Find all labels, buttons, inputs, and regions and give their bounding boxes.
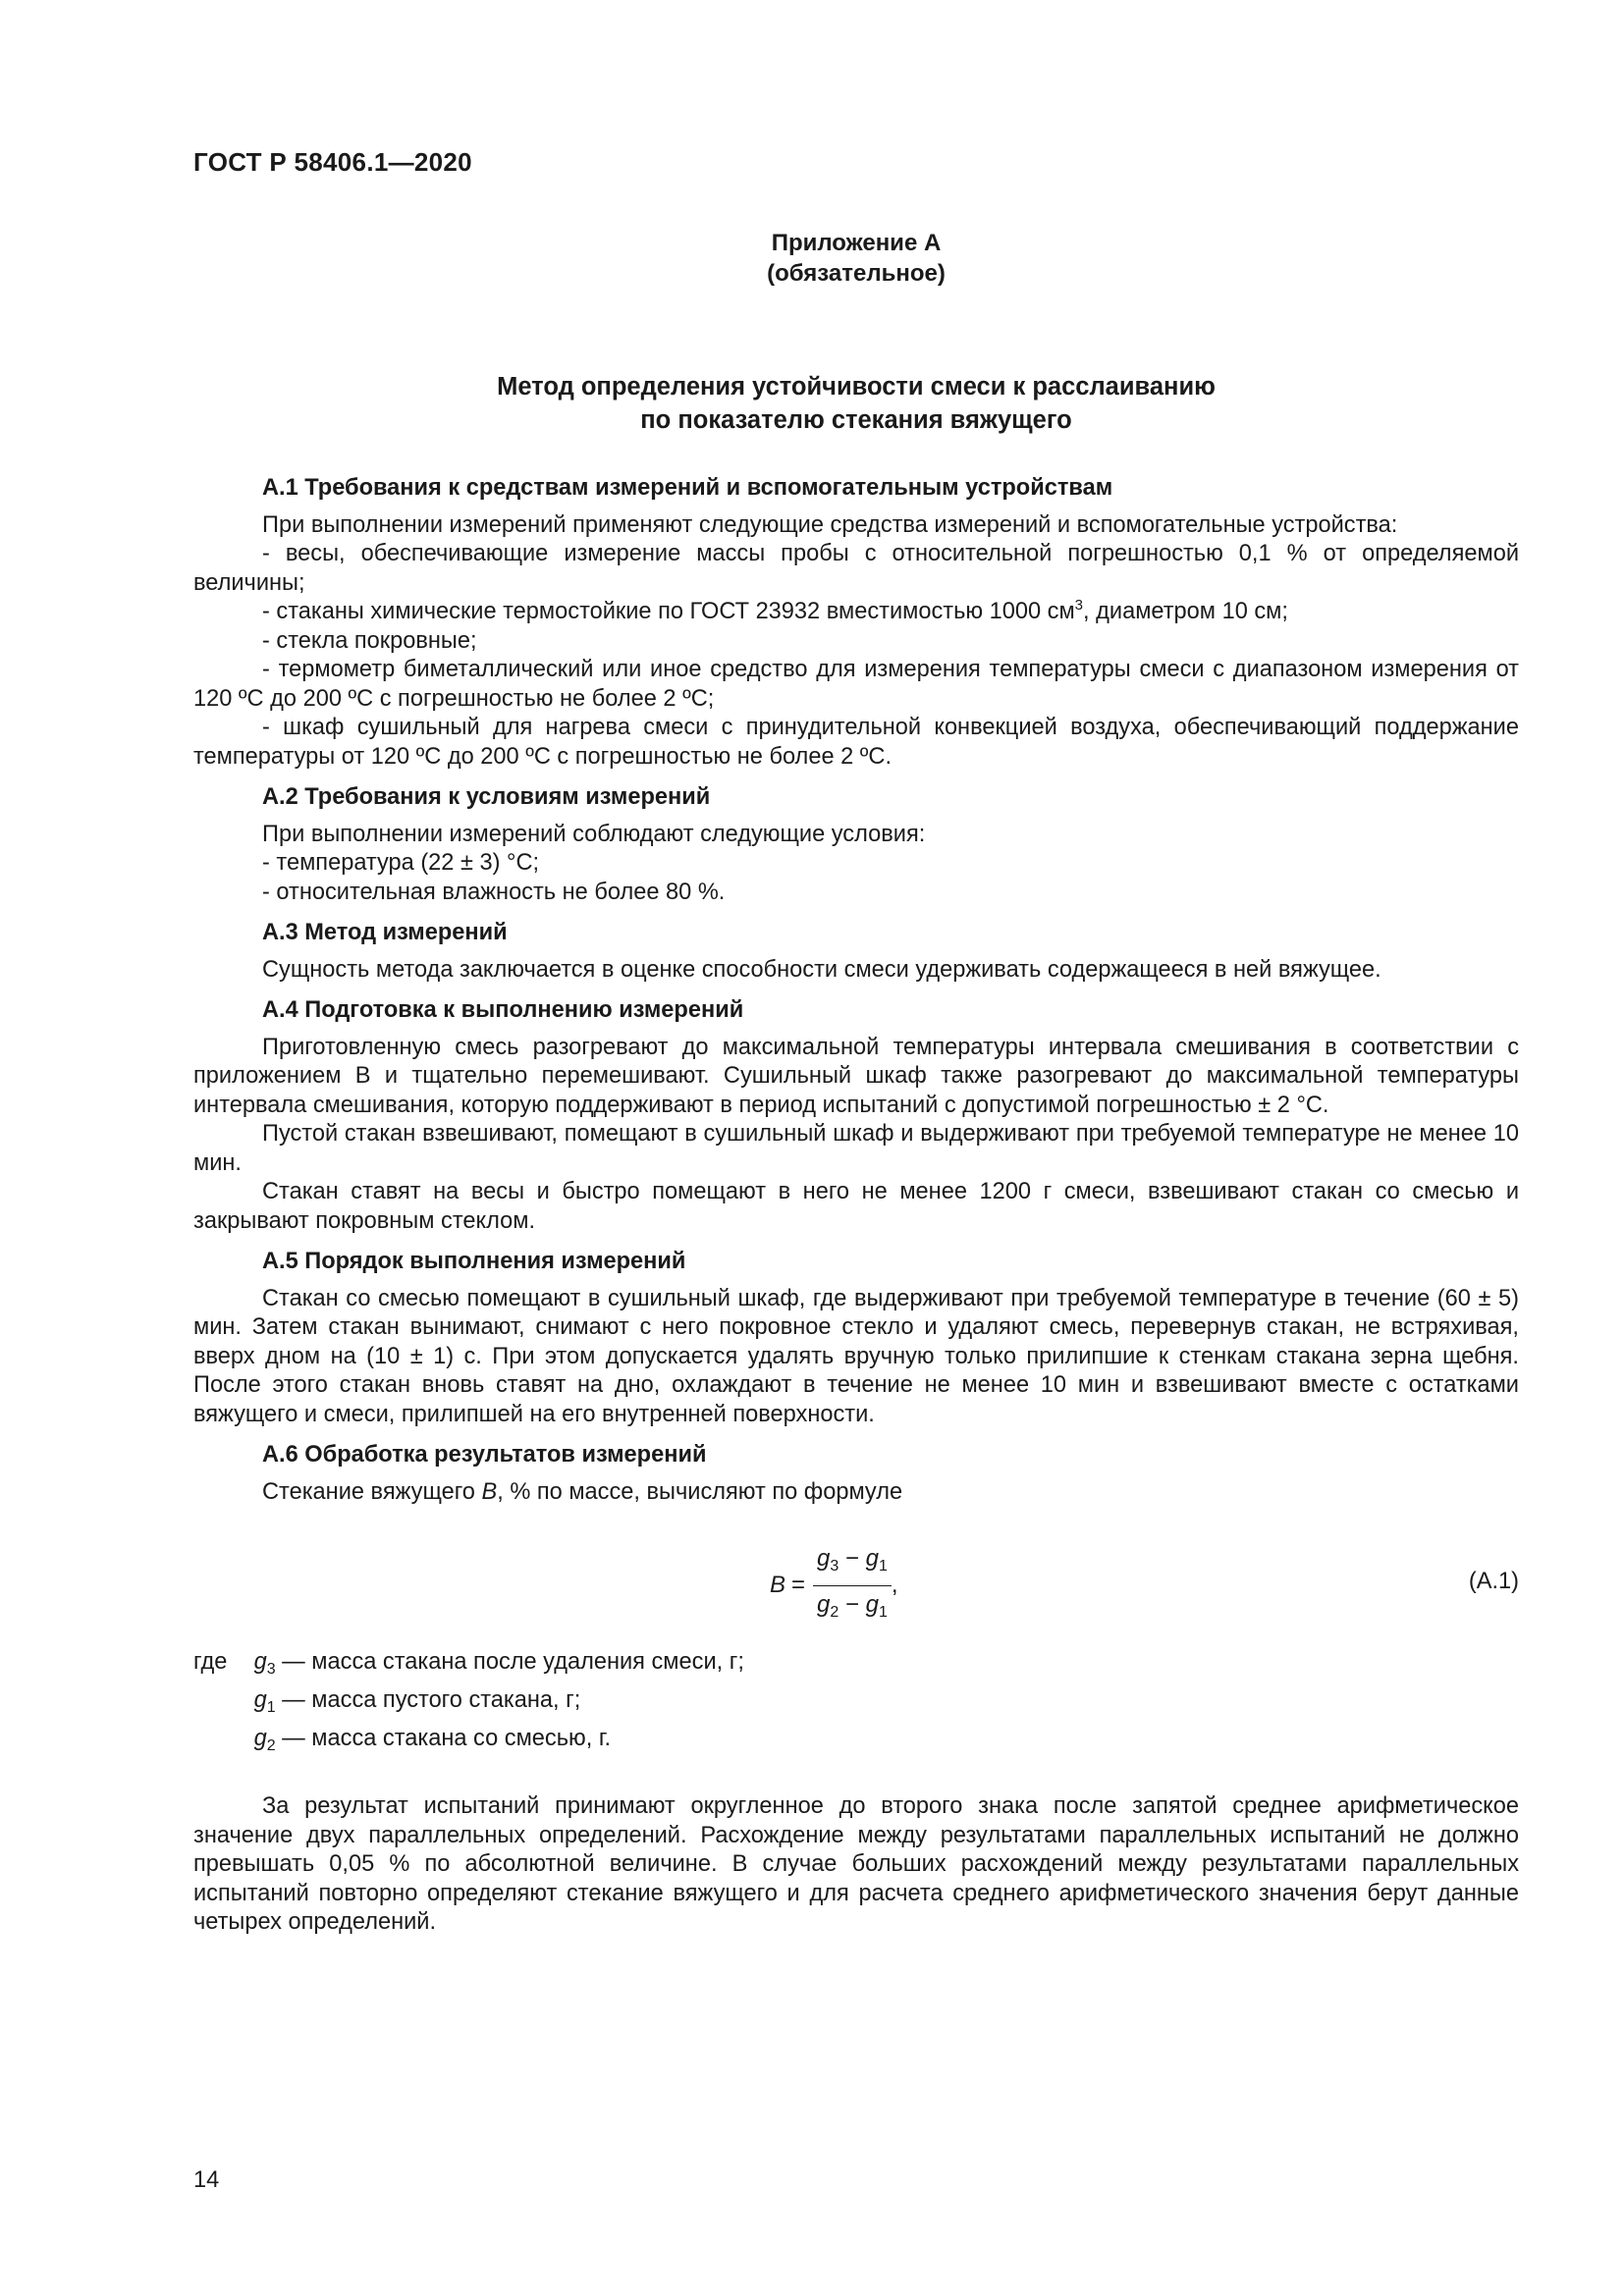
section-a2-heading: А.2 Требования к условиям измерений [262, 784, 711, 810]
section-a4-paragraph: Приготовленную смесь разогревают до максимальной температуры интервала смешивания в соответствии с приложением В и тщательно перемешивают. Сушильный шкаф также разогревают до максимальной температуры интервала смешивания, которую поддерживают в период испытаний с допустимой погрешностью ± 2 °С. [193, 1034, 1519, 1118]
formula-fraction [813, 1544, 892, 1627]
section-a4-paragraph: Стакан ставят на весы и быстро помещают в него не менее 1200 г смеси, взвешивают стакан со смесью и закрывают покровным стеклом. [193, 1179, 1519, 1234]
formula-number: (А.1) [1468, 1569, 1519, 1594]
section-a1-item: - весы, обеспечивающие измерение массы пробы с относительной погрешностью 0,1 % от определяемой величины; [193, 541, 1519, 596]
section-a6-intro [193, 1478, 1519, 1508]
section-a1-item: - шкаф сушильный для нагрева смеси с принудительной конвекцией воздуха, обеспечивающий поддержание температуры от 120 ºС до 200 ºС с погрешностью не более 2 ºС. [193, 715, 1519, 770]
section-a6-heading: А.6 Обработка результатов измерений [262, 1442, 707, 1468]
where-desc: — масса стакана после удаления смеси, г; [282, 1649, 744, 1675]
var-g: g [253, 1726, 267, 1751]
section-a3-text: Сущность метода заключается в оценке способности смеси удерживать содержащееся в ней вяжущее. [262, 956, 1381, 983]
formula-comma: , [891, 1572, 898, 1599]
document-id: ГОСТ Р 58406.1—2020 [193, 147, 472, 177]
section-a4-heading: А.4 Подготовка к выполнению измерений [262, 997, 744, 1023]
section-a3-heading: А.3 Метод измерений [262, 920, 508, 945]
method-title-line1: Метод определения устойчивости смеси к расслаиванию [497, 373, 1216, 400]
where-desc: — масса стакана со смесью, г. [282, 1726, 612, 1751]
superscript: 3 [1074, 597, 1084, 614]
item-text: , диаметром 10 см; [1083, 599, 1288, 624]
section-a2-intro: При выполнении измерений соблюдают следующие условия: [262, 821, 926, 847]
section-a1-heading: А.1 Требования к средствам измерений и вспомогательным устройствам [262, 475, 1113, 501]
formula-equals: = [791, 1572, 806, 1599]
var-g: g [865, 1590, 880, 1618]
where-word: где [193, 1649, 228, 1675]
where-item [193, 1686, 1519, 1725]
where-block [193, 1648, 1519, 1763]
formula-a1 [193, 1544, 1519, 1629]
method-title-line2: по показателю стекания вяжущего [640, 406, 1072, 434]
var-g: g [253, 1649, 267, 1675]
section-a5-heading: А.5 Порядок выполнения измерений [262, 1249, 686, 1274]
page-body [193, 228, 1519, 1938]
subscript: 2 [830, 1603, 839, 1621]
item-text: - стаканы химические термостойкие по ГОСТ 23932 вместимостью 1000 см [262, 599, 1075, 624]
formula-numerator [813, 1544, 892, 1586]
subscript: 1 [879, 1603, 888, 1621]
where-desc: — масса пустого стакана, г; [282, 1687, 581, 1713]
section-a1-intro: При выполнении измерений применяют следующие средства измерений и вспомогательные устройства: [262, 511, 1398, 538]
var-g: g [817, 1545, 831, 1572]
section-a5-paragraph: Стакан со смесью помещают в сушильный шкаф, где выдерживают при требуемой температуре в течение (60 ± 5) мин. Затем стакан вынимают, снимают с него покровное стекло и удаляют смесь, перевернув стакан, не встряхивая, вверх дном на (10 ± 1) с. При этом допускается удалять вручную только прилипшие к стенкам стакана зерна щебня. После этого стакан вновь ставят на дно, охлаждают в течение не менее 10 мин и взвешивают вместе с остатками вяжущего и смеси, прилипшей на его внутренней поверхности. [193, 1285, 1519, 1427]
section-a1-item: - стекла покровные; [262, 627, 477, 654]
var-g: g [865, 1545, 880, 1572]
annex-heading [193, 228, 1519, 289]
section-a1-item [193, 598, 1519, 627]
subscript: 1 [266, 1699, 276, 1716]
subscript: 1 [879, 1558, 888, 1575]
subscript: 2 [266, 1737, 276, 1754]
section-a6-final: За результат испытаний принимают округленное до второго знака после запятой среднее арифметическое значение двух параллельных определений. Расхождение между результатами параллельных испытаний не должно превышать 0,05 % по абсолютной величине. В случае больших расхождений между результатами параллельных испытаний повторно определяют стекание вяжущего и для расчета среднего арифметического значения берут данные четырех определений. [193, 1793, 1519, 1935]
minus-sign: − [844, 1545, 859, 1572]
subscript: 3 [830, 1558, 839, 1575]
formula-expression [770, 1544, 898, 1627]
where-item [193, 1648, 1519, 1686]
section-a2-item: - температура (22 ± 3) °С; [262, 850, 540, 876]
section-a4-paragraph: Пустой стакан взвешивают, помещают в сушильный шкаф и выдерживают при требуемой температуре не менее 10 мин. [193, 1121, 1519, 1176]
intro-text: Стекание вяжущего [262, 1478, 482, 1505]
var-g: g [817, 1590, 831, 1618]
method-title [193, 370, 1519, 437]
page-number: 14 [193, 2167, 220, 2193]
section-a2-item: - относительная влажность не более 80 %. [262, 879, 726, 905]
formula-denominator [813, 1586, 892, 1628]
variable-b: B [481, 1478, 498, 1505]
annex-title: Приложение А [771, 230, 942, 256]
annex-status: (обязательное) [767, 260, 946, 287]
var-g: g [253, 1687, 267, 1713]
section-a1-item: - термометр биметаллический или иное средство для измерения температуры смеси с диапазоном измерения от 120 ºС до 200 ºС с погрешностью не более 2 ºС; [193, 657, 1519, 712]
intro-text: , % по массе, вычисляют по формуле [497, 1478, 903, 1505]
subscript: 3 [266, 1661, 276, 1678]
minus-sign: − [844, 1590, 859, 1618]
where-item [193, 1725, 1519, 1763]
formula-lhs: B [770, 1572, 786, 1599]
